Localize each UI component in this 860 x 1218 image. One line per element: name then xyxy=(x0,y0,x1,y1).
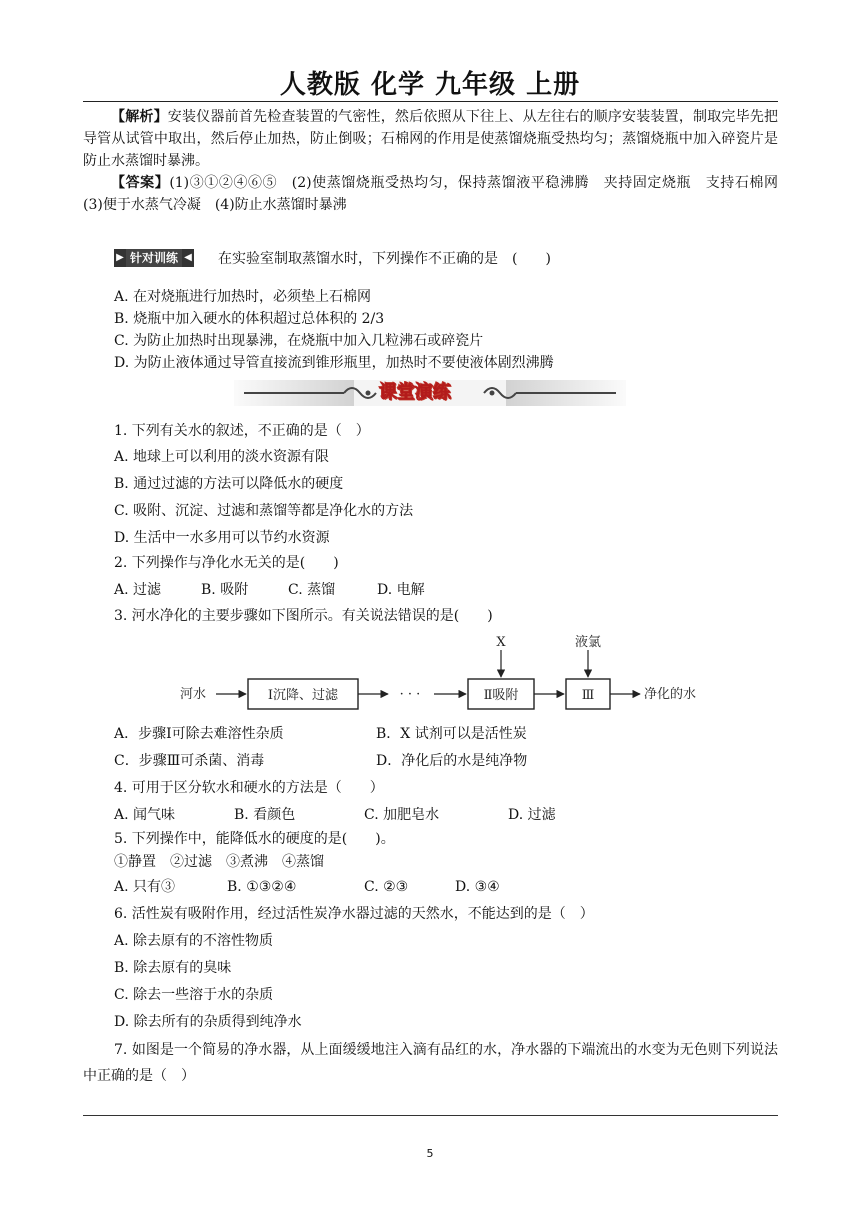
q2-option-c: C. 蒸馏 xyxy=(288,582,336,598)
training-option-d: D. 为防止液体通过导管直接流到锥形瓶里，加热时不要使液体剧烈沸腾 xyxy=(114,355,554,371)
q3-option-c: C．步骤Ⅲ可杀菌、消毒 xyxy=(114,753,265,769)
header-rule xyxy=(83,101,778,102)
q5-items: ①静置 ②过滤 ③煮沸 ④蒸馏 xyxy=(114,854,324,870)
q4-option-b: B. 看颜色 xyxy=(234,807,296,823)
answer-text: (1)③①②④⑥⑤ (2)使蒸馏烧瓶受热均匀，保持蒸馏液平稳沸腾 夹持固定烧瓶 支持石棉网 (3)便于水蒸气冷凝 (4)防止水蒸馏时暴沸 xyxy=(83,175,792,213)
q1-option-a: A. 地球上可以利用的淡水资源有限 xyxy=(114,449,330,465)
flow-dots: · · · xyxy=(399,687,421,702)
training-option-a: A. 在对烧瓶进行加热时，必须垫上石棉网 xyxy=(114,289,372,305)
q3-flow-diagram xyxy=(180,632,710,712)
page-number: 5 xyxy=(426,1147,434,1160)
analysis-text: 安装仪器前首先检查装置的气密性，然后依照从下往上、从左往右的顺序安装装置，制取完毕先把导管从试管中取出，然后停止加热，防止倒吸；石棉网的作用是使蒸馏烧瓶受热均匀；蒸馏烧瓶中加入碎瓷片是防止水蒸馏时暴沸。 xyxy=(83,109,779,169)
q1-stem: 1. 下列有关水的叙述，不正确的是（ ） xyxy=(114,423,370,439)
q4-option-a: A. 闻气味 xyxy=(114,807,176,823)
section-banner-title: 课堂演练 xyxy=(379,382,451,403)
training-option-c: C. 为防止加热时出现暴沸，在烧瓶中加入几粒沸石或碎瓷片 xyxy=(114,333,484,349)
header-title: 人教版 化学 九年级 上册 xyxy=(279,70,581,100)
flow-step1-label: Ⅰ沉降、过滤 xyxy=(267,688,339,703)
q5-option-d: D. ③④ xyxy=(455,879,500,895)
q6-option-a: A. 除去原有的不溶性物质 xyxy=(114,933,274,949)
q3-option-d: D．净化后的水是纯净物 xyxy=(376,753,528,769)
q2-option-a: A. 过滤 xyxy=(114,582,162,598)
training-option-b: B. 烧瓶中加入硬水的体积超过总体积的 2/3 xyxy=(114,311,385,327)
training-badge-label: 针对训练 xyxy=(126,249,182,267)
flow-output-label: 净化的水 xyxy=(644,687,697,702)
back-icon: ◀ xyxy=(182,249,194,267)
training-question: 在实验室制取蒸馏水时，下列操作不正确的是 ( ) xyxy=(218,251,551,267)
q6-stem: 6. 活性炭有吸附作用，经过活性炭净水器过滤的天然水，不能达到的是（ ） xyxy=(114,906,594,922)
flow-input-label: 河水 xyxy=(180,687,207,702)
flow-reagent-chlorine: 液氯 xyxy=(574,635,602,650)
flow-step3-label: Ⅲ xyxy=(581,688,595,703)
q5-option-a: A. 只有③ xyxy=(114,879,176,895)
answer-paragraph xyxy=(83,172,792,216)
q1-option-d: D. 生活中一水多用可以节约水资源 xyxy=(114,530,330,546)
q7-stem: 7. 如图是一个简易的净水器，从上面缓缓地注入滴有品红的水，净水器的下端流出的水变为无色则下列说法中正确的是（ ） xyxy=(83,1042,778,1084)
q6-option-b: B. 除去原有的臭味 xyxy=(114,960,232,976)
q5-option-c: C. ②③ xyxy=(364,879,409,895)
q4-stem: 4. 可用于区分软水和硬水的方法是（ ） xyxy=(114,780,384,796)
q5-stem: 5. 下列操作中，能降低水的硬度的是( )。 xyxy=(114,831,395,847)
q3-stem: 3. 河水净化的主要步骤如下图所示。有关说法错误的是( ) xyxy=(114,608,493,624)
training-badge xyxy=(114,249,194,267)
footer-rule xyxy=(83,1115,778,1116)
q4-option-c: C. 加肥皂水 xyxy=(364,807,440,823)
q2-stem: 2. 下列操作与净化水无关的是( ) xyxy=(114,555,339,571)
q6-option-d: D. 除去所有的杂质得到纯净水 xyxy=(114,1014,302,1030)
play-icon: ▶ xyxy=(114,249,126,267)
analysis-paragraph xyxy=(83,106,778,172)
q1-option-b: B. 通过过滤的方法可以降低水的硬度 xyxy=(114,476,344,492)
answer-tag: 【答案】 xyxy=(111,175,170,191)
q2-option-d: D. 电解 xyxy=(377,582,425,598)
analysis-tag: 【解析】 xyxy=(111,109,168,125)
q2-option-b: B. 吸附 xyxy=(201,582,249,598)
q4-option-d: D. 过滤 xyxy=(508,807,556,823)
flow-reagent-x: X xyxy=(496,635,506,650)
q6-option-c: C. 除去一些溶于水的杂质 xyxy=(114,987,274,1003)
q3-option-b: B．X 试剂可以是活性炭 xyxy=(376,726,527,742)
q1-option-c: C. 吸附、沉淀、过滤和蒸馏等都是净化水的方法 xyxy=(114,503,414,519)
flow-step2-label: Ⅱ吸附 xyxy=(483,688,519,703)
q5-option-b: B. ①③②④ xyxy=(227,879,297,895)
q3-option-a: A．步骤Ⅰ可除去难溶性杂质 xyxy=(114,726,284,742)
